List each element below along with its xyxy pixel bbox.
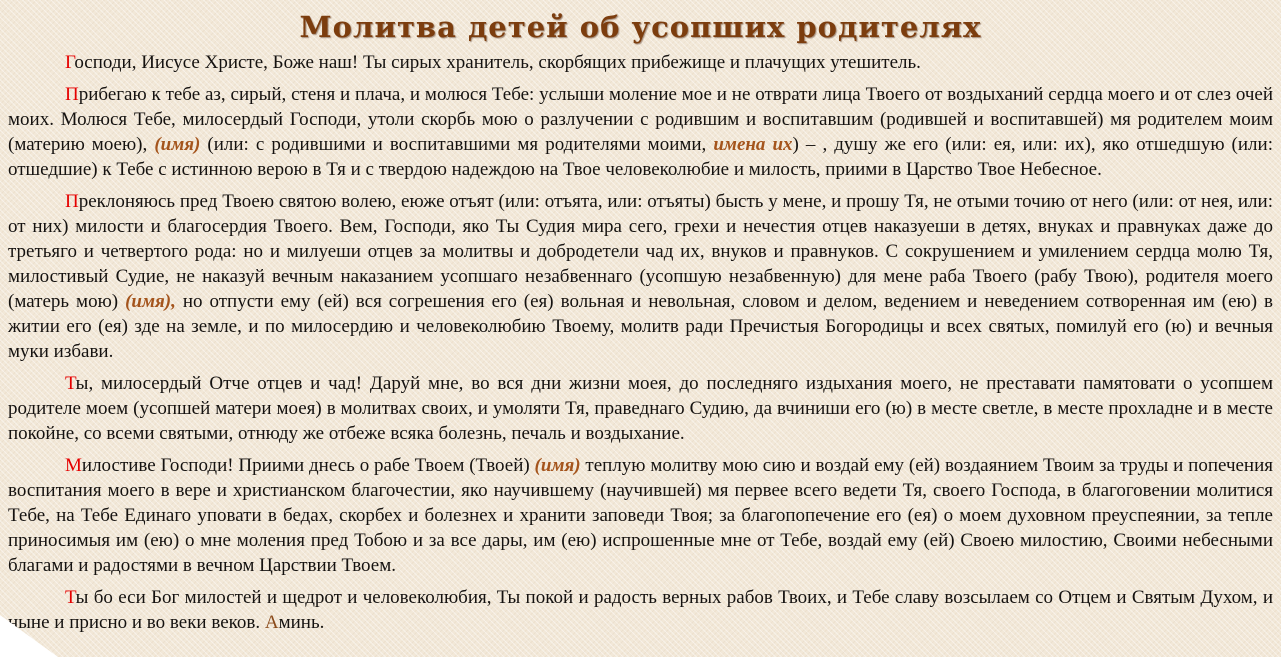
page-corner-fold [0,615,58,657]
name-placeholder: (имя), [125,291,176,312]
drop-initial: Т [65,373,76,394]
prayer-segment: илостиве Господи! Приими днесь о рабе Твоем (Твоей) [81,455,535,476]
drop-initial: П [65,84,79,105]
prayer-paragraph [8,585,1273,635]
prayer-segment: минь. [278,612,325,633]
prayer-segment: ы бо еси Бог милостей и щедрот и человеколюбия, Ты покой и радость верных рабов Твоих, и Тебе славу возсылаем со Отцем и Святым Духом, и ныне и присно и во веки веков. [8,587,1273,633]
prayer-segment: рибегаю к тебе аз, сирый, стеня и плача, и молюся Тебе: услыши моление мое и не отврати лица Твоего от воздыханий сердца моего и от слез очей моих. Молюся Тебе, милосердый Господи, утоли скорбь мою о разлучении с родившим и воспитавшим (родившей и воспитавшей) мя родителем моим (материю моею), [8,84,1273,155]
prayer-segment: (или: с родившими и воспитавшими мя родителями моими, [200,134,714,155]
prayer-paragraph [8,371,1273,446]
drop-initial: П [65,191,79,212]
prayer-segment: теплую молитву мою сию и воздай ему (ей) воздаянием Твоим за труды и попечения воспитания моего в вере и христианском благочестии, яко научившему (научившей) мя первее всего ведети Тя, своего Господа, в благоговении молитися Тебе, на Тебе Единаго уповати в бедах, скорбех и болезнех и хранити заповеди Твоя; за благопопечение его (ея) о моем духовном преуспеянии, за тепле приносимыя им (ею) о мне моления пред Тобою и за все дары, им (ею) испрошенные мне от Тебе, воздай ему (ей) Своею милостию, Своими небесными благами и радостями в вечном Царствии Твоем. [8,455,1274,576]
prayer-segment: реклоняюсь пред Твоею святою волею, еюже отъят (или: отъята, или: отъяты) бысть у мене, и прошу Тя, не отыми точию от него (или: от нея, или: от них) милости и благосердия Твоего. Вем, Господи, яко Ты Судия мира сего, грехи и нечестия отцев наказуеши в детях, внуках и правнуках даже до третьяго и четвертого рода: но и милуеши отцев за молитвы и добродетели чад их, внуков и правнуков. С сокрушением и умилением сердца молю Тя, милостивый Судие, не наказуй вечным наказанием усопшаго незабвеннаго (усопшую незабвенную) для мене раба Твоего (рабу Твою), родителя моего (матерь мою) [8,191,1273,312]
prayer-segment: осподи, Иисусе Христе, Боже наш! Ты сирых хранитель, скорбящих прибежище и плачущих утешитель. [74,52,921,73]
amen-initial: А [264,612,279,633]
prayer-paragraph [8,189,1273,364]
name-placeholder: (имя) [154,134,201,155]
name-placeholder: имена их [713,134,793,155]
prayer-segment: но отпусти ему (ей) вся согрешения его (ея) вольная и невольная, словом и делом, ведением и неведением сотворенная им (ею) в житии его (ея) зде на земле, и по милосердию и человеколюбию Твоему, молитв ради Пречистыя Богородицы и всех святых, помилуй его (ю) и вечныя муки избави. [8,291,1273,362]
drop-initial: Г [65,52,75,73]
prayer-segment: ы, милосердый Отче отцев и чад! Даруй мне, во вся дни жизни моея, до последняго издыхания моего, не преставати памятовати о усопшем родителе моем (усопшей матери моея) в молитвах своих, и умоляти Тя, праведнаго Судию, да вчиниши его (ю) в месте светле, в месте прохладне и в месте покойне, со всеми святыми, отнюду же отбеже всяка болезнь, печаль и воздыхание. [8,373,1273,444]
page-title: Молитва детей об усопших родителях [299,10,982,44]
prayer-segment: ) – , душу же его (или: ея, или: их), яко отшедшую (или: отшедшие) к Тебе с истинною верою в Тя и с твердою надеждою на Твое человеколюбие и милость, приими в Царство Твое Небесное. [8,134,1273,180]
prayer-paragraph [8,82,1273,182]
prayer-text [0,50,1281,635]
drop-initial: М [65,455,82,476]
prayer-page [0,10,1281,657]
prayer-paragraph [8,453,1273,578]
drop-initial: Т [65,587,76,608]
prayer-paragraph [8,50,1273,75]
name-placeholder: (имя) [534,455,581,476]
